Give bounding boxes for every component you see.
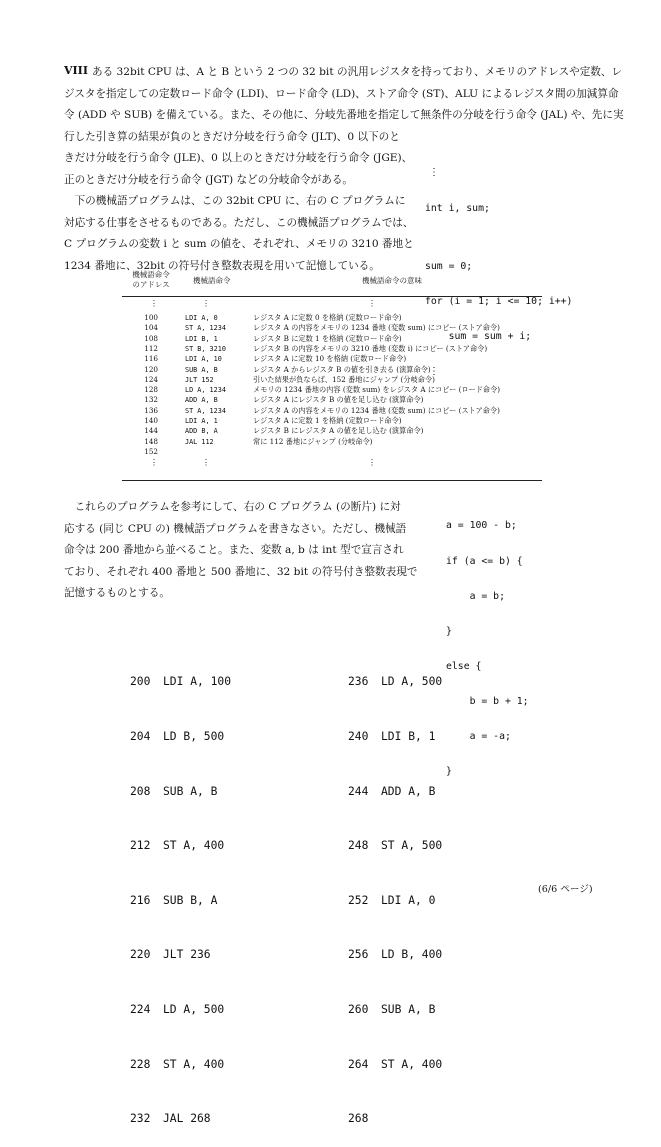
- task-line: 命令は 200 番地から並べること。また、変数 a, b は int 型で宣言され: [64, 544, 404, 556]
- table-bottom-rule: [122, 480, 542, 481]
- row-address: 112: [144, 343, 158, 353]
- code-line: a = b;: [446, 590, 505, 602]
- table-row: [122, 365, 542, 375]
- table-row: [122, 323, 542, 333]
- answer-address: 216: [130, 893, 151, 907]
- answer-line: [130, 1001, 231, 1019]
- answer-address: 240: [348, 730, 369, 743]
- row-instruction: LDI A, 10: [185, 355, 222, 364]
- row-address: 152: [144, 446, 158, 456]
- row-meaning: 常に 112 番地にジャンプ (分岐命令): [253, 436, 373, 446]
- vertical-ellipsis: ⋮: [202, 458, 210, 467]
- code-line: for (i = 1; i <= 10; i++): [425, 296, 573, 308]
- code-line: a = 100 - b;: [446, 520, 517, 532]
- table-row: [122, 416, 542, 426]
- row-meaning: レジスタ A にレジスタ B の値を足し込む (演算命令): [253, 395, 424, 405]
- answer-column-right: [348, 637, 442, 1147]
- row-address: 120: [144, 364, 158, 374]
- vertical-ellipsis: ⋮: [150, 299, 158, 308]
- row-instruction: JLT 152: [185, 375, 214, 384]
- answer-address: 204: [130, 730, 151, 743]
- table-header-rule: [122, 296, 542, 297]
- row-instruction: LDI A, 0: [185, 314, 218, 322]
- answer-line: [348, 837, 442, 855]
- row-meaning: 引いた結果が負ならば、152 番地にジャンプ (分岐命令): [253, 374, 435, 384]
- row-instruction: JAL 112: [185, 437, 214, 446]
- answer-line: [130, 728, 231, 746]
- intro-line: きだけ分岐を行う命令 (JLE)、0 以上のときだけ分岐を行う命令 (JGE)、: [64, 152, 413, 164]
- code-line: }: [446, 766, 452, 778]
- intro-line: ある 32bit CPU は、A と B という 2 つの 32 bit の汎用レジスタを持っており、メモリのアドレスや定数、レ: [92, 66, 623, 78]
- task-paragraph: [64, 497, 417, 605]
- task-line: 記憶するものとする。: [64, 587, 170, 599]
- answer-line: [348, 892, 442, 910]
- code-line: ⋮: [429, 366, 439, 378]
- answer-instruction: LD A, 500: [163, 1002, 225, 1016]
- row-address: 104: [144, 323, 158, 333]
- row-address: 108: [144, 333, 158, 343]
- answer-address: 224: [130, 1002, 151, 1016]
- code-line: }: [446, 625, 452, 637]
- row-instruction: ST A, 1234: [185, 324, 226, 333]
- row-address: 132: [144, 395, 158, 405]
- answer-address: 268: [348, 1112, 369, 1126]
- task-line: ており、それぞれ 400 番地と 500 番地に、32 bit の符号付き整数表現で: [64, 565, 418, 578]
- answer-address: 264: [348, 1057, 369, 1071]
- answer-instruction: LD B, 500: [163, 730, 225, 743]
- answer-line: [130, 1110, 231, 1128]
- row-address: 144: [144, 426, 158, 436]
- answer-line: [130, 783, 231, 801]
- table-row: [122, 344, 542, 354]
- answer-instruction: LDI A, 100: [163, 675, 232, 689]
- table-row: [122, 447, 542, 457]
- row-address: 140: [144, 416, 158, 425]
- row-instruction: LDI B, 1: [185, 334, 218, 343]
- row-address: 148: [144, 436, 158, 446]
- answer-instruction: JAL 268: [163, 1112, 211, 1126]
- intro-line: 下の機械語プログラムは、この 32bit CPU に、右の C プログラムに: [64, 195, 406, 207]
- intro-line: 行した引き算の結果が負のときだけ分岐を行う命令 (JLT)、0 以下のと: [64, 130, 400, 143]
- table-row: [122, 385, 542, 395]
- table-row: [122, 426, 542, 436]
- code-line: if (a <= b) {: [446, 555, 523, 567]
- code-line: sum = 0;: [425, 261, 473, 273]
- answer-instruction: ST A, 400: [381, 1057, 443, 1071]
- code-line: a = -a;: [446, 731, 511, 743]
- row-instruction: SUB A, B: [185, 365, 218, 374]
- answer-line: [130, 673, 231, 691]
- answer-address: 208: [130, 784, 151, 798]
- code-line: b = b + 1;: [446, 695, 529, 707]
- answer-address: 236: [348, 675, 369, 689]
- row-meaning: メモリの 1234 番地の内容 (変数 sum) をレジスタ A にコピー (ロード命令): [253, 385, 501, 395]
- answer-instruction: SUB A, B: [381, 1002, 436, 1016]
- answer-line: [130, 946, 231, 964]
- code-line: else {: [446, 660, 482, 672]
- row-address: 116: [144, 354, 158, 364]
- header-address-line2: のアドレス: [132, 280, 170, 289]
- answer-instruction: LD B, 400: [381, 948, 443, 962]
- table-row: [122, 437, 542, 447]
- intro-line: 対応する仕事をさせるものである。ただし、この機械語プログラムでは、: [64, 216, 414, 229]
- vertical-ellipsis: ⋮: [368, 299, 376, 308]
- row-meaning: レジスタ B に定数 1 を格納 (定数ロード命令): [253, 333, 402, 343]
- answer-line: [348, 1056, 442, 1074]
- answer-line: [130, 1056, 231, 1074]
- answer-instruction: LDI B, 1: [381, 730, 436, 743]
- answer-address: 220: [130, 948, 151, 962]
- intro-line: 1234 番地に、32bit の符号付き整数表現を用いて記憶している。: [64, 259, 380, 272]
- answer-instruction: ST A, 400: [163, 1057, 225, 1071]
- row-meaning: レジスタ A に定数 10 を格納 (定数ロード命令): [253, 354, 407, 364]
- answer-instruction: ST A, 400: [163, 839, 225, 853]
- row-instruction: LD A, 1234: [185, 386, 226, 395]
- row-address: 136: [144, 405, 158, 415]
- row-meaning: レジスタ B の内容をメモリの 3210 番地 (変数 i) にコピー (ストア命令): [253, 343, 488, 353]
- vertical-ellipsis: ⋮: [202, 299, 210, 308]
- intro-line: 令 (ADD や SUB) を備えている。また、その他に、分岐先番地を指定して無条件の分岐を行う命令 (JAL) や、先に実: [64, 109, 624, 121]
- answer-instruction: LD A, 500: [381, 675, 443, 689]
- answer-address: 244: [348, 784, 369, 798]
- row-address: 128: [144, 385, 158, 395]
- answer-address: 252: [348, 893, 369, 907]
- answer-line: [130, 892, 231, 910]
- vertical-ellipsis: ⋮: [368, 458, 376, 467]
- answer-line: [348, 728, 442, 746]
- row-meaning: レジスタ A に定数 0 を格納 (定数ロード命令): [253, 313, 402, 322]
- table-row: [122, 395, 542, 405]
- answer-address: 256: [348, 948, 369, 962]
- answer-line: [348, 1110, 442, 1128]
- row-meaning: レジスタ A からレジスタ B の値を引き去る (演算命令): [253, 364, 431, 374]
- row-instruction: ADD A, B: [185, 396, 218, 405]
- table-row: [122, 375, 542, 385]
- answer-address: 212: [130, 839, 151, 853]
- table-row: [122, 354, 542, 364]
- row-instruction: LDI A, 1: [185, 417, 218, 425]
- answer-line: [130, 837, 231, 855]
- code-line: ⋮: [429, 167, 439, 179]
- row-instruction: ADD B, A: [185, 427, 218, 436]
- page-number: (6/6 ページ): [538, 884, 593, 895]
- answer-instruction: ADD A, B: [381, 784, 436, 798]
- answer-address: 260: [348, 1002, 369, 1016]
- row-instruction: ST A, 1234: [185, 406, 226, 415]
- table-row: [122, 334, 542, 344]
- answer-line: [348, 673, 442, 691]
- answer-instruction: SUB A, B: [163, 784, 218, 798]
- row-address: 100: [144, 313, 158, 322]
- row-meaning: レジスタ B にレジスタ A の値を足し込む (演算命令): [253, 426, 424, 436]
- task-line: 応する (同じ CPU の) 機械語プログラムを書きなさい。ただし、機械語: [64, 522, 407, 535]
- row-meaning: レジスタ A に定数 1 を格納 (定数ロード命令): [253, 416, 402, 425]
- answer-address: 248: [348, 839, 369, 853]
- code-line: int i, sum;: [425, 202, 490, 214]
- header-address: [126, 270, 176, 290]
- code-line: sum = sum + i;: [425, 331, 532, 343]
- row-meaning: レジスタ A の内容をメモリの 1234 番地 (変数 sum) にコピー (ストア命令): [253, 323, 500, 333]
- table-row: [122, 406, 542, 416]
- answer-address: 232: [130, 1112, 151, 1126]
- header-meaning: 機械語命令の意味: [362, 276, 422, 285]
- intro-line: 正のときだけ分岐を行う命令 (JGT) などの分岐命令がある。: [64, 173, 354, 186]
- answer-address: 200: [130, 675, 151, 689]
- vertical-ellipsis: ⋮: [150, 458, 158, 467]
- intro-line: C プログラムの変数 i と sum の値を、それぞれ、メモリの 3210 番地と: [64, 238, 414, 250]
- row-instruction: ST B, 3210: [185, 344, 226, 353]
- answer-line: [348, 946, 442, 964]
- answer-column-left: [130, 637, 231, 1147]
- answer-instruction: LDI A, 0: [381, 893, 436, 907]
- answer-line: [348, 1001, 442, 1019]
- question-number: VIII: [64, 64, 88, 77]
- c-program-if: [446, 497, 529, 790]
- answer-instruction: JLT 236: [163, 948, 211, 962]
- row-meaning: レジスタ A の内容をメモリの 1234 番地 (変数 sum) にコピー (ストア命令): [253, 405, 500, 415]
- answer-instruction: SUB B, A: [163, 893, 218, 907]
- task-line: これらのプログラムを参考にして、右の C プログラム (の断片) に対: [64, 501, 401, 513]
- header-address-line1: 機械語命令: [132, 270, 170, 279]
- answer-address: 228: [130, 1057, 151, 1071]
- answer-instruction: ST A, 500: [381, 839, 443, 853]
- intro-line: ジスタを指定しての定数ロード命令 (LDI)、ロード命令 (LD)、ストア命令 (ST)、ALU によるレジスタ間の加減算命: [64, 87, 619, 100]
- row-address: 124: [144, 374, 158, 384]
- header-instruction: 機械語命令: [193, 276, 231, 285]
- answer-line: [348, 783, 442, 801]
- table-row: [122, 313, 542, 323]
